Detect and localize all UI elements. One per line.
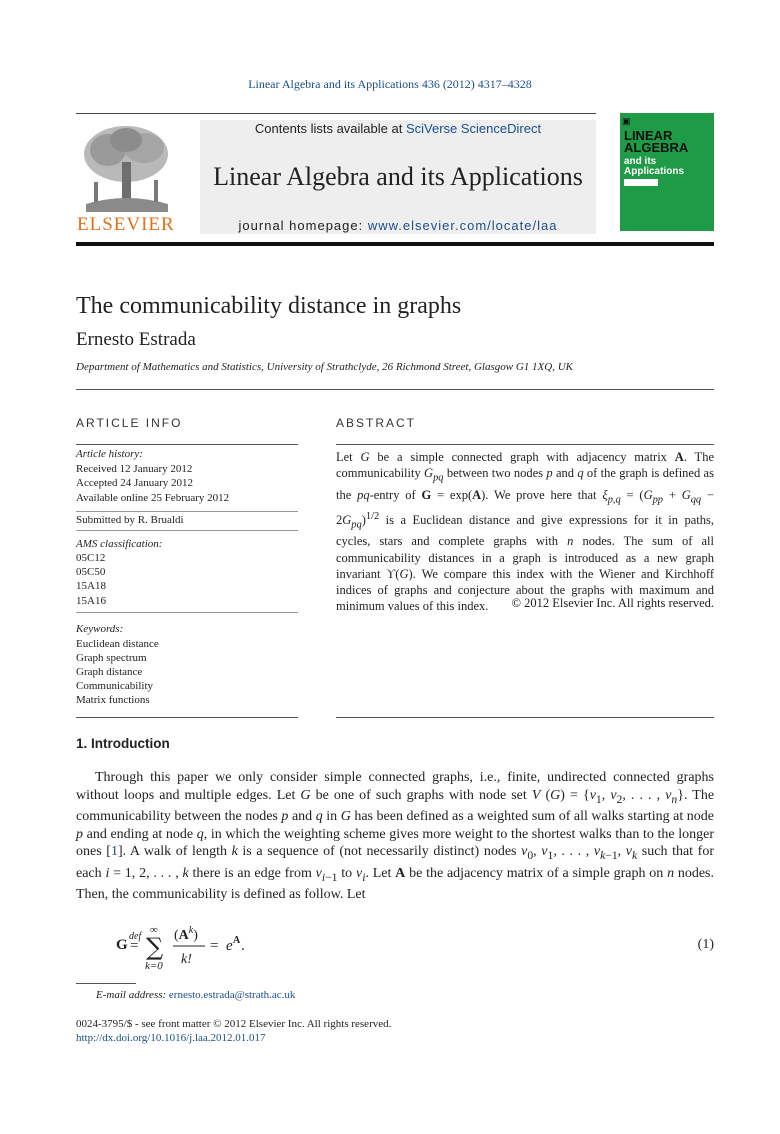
journal-homepage-line (200, 218, 596, 233)
received-date: Received 12 January 2012 (76, 463, 193, 475)
paper-title: The communicability distance in graphs (76, 293, 462, 319)
abstract-heading: ABSTRACT (336, 416, 417, 430)
article-info-rule (76, 444, 298, 445)
svg-text:k!: k! (181, 952, 192, 967)
abstract-copyright: © 2012 Elsevier Inc. All rights reserved. (511, 596, 714, 610)
cover-title: LINEAR ALGEBRA (624, 128, 689, 155)
svg-text:e: e (226, 938, 233, 954)
citation-link[interactable]: 1 (110, 844, 118, 860)
svg-text:=: = (130, 938, 139, 954)
keyword: Euclidean distance (76, 638, 159, 650)
submitted-by: Submitted by R. Brualdi (76, 514, 184, 526)
ams-code: 05C12 (76, 552, 106, 564)
cover-publisher-mark-icon: ▣ (622, 116, 631, 126)
ams-label: AMS classification: (76, 538, 163, 550)
email-footnote (96, 989, 295, 1001)
online-date: Available online 25 February 2012 (76, 492, 230, 504)
header-divider (76, 113, 596, 114)
journal-title: Linear Algebra and its Applications (213, 162, 583, 191)
keyword: Matrix functions (76, 694, 150, 706)
accepted-date: Accepted 24 January 2012 (76, 477, 193, 489)
svg-text:∑: ∑ (146, 933, 164, 961)
equation-1-graphic (116, 919, 296, 975)
abstract-rule (336, 444, 714, 445)
equation-number: (1) (697, 937, 714, 952)
homepage-link[interactable]: www.elsevier.com/locate/laa (367, 218, 558, 233)
svg-text:=: = (210, 938, 219, 954)
email-label: E-mail address: (96, 989, 169, 1001)
article-info-heading: ARTICLE INFO (76, 416, 183, 430)
ams-code: 05C50 (76, 566, 106, 578)
ams-divider (76, 612, 298, 613)
history-label: Article history: (76, 448, 143, 460)
contents-line (200, 121, 596, 136)
keywords-label: Keywords: (76, 623, 124, 635)
abstract-text: Let G be a simple connected graph with adjacency matrix A. The communicability $G_{pq}$ between two nodes p and q of the graph is defined as the pq-entry of G = exp(A). We prove here that $\xi_{p,q} = (G_{pp} + G_{qq} - 2G_{pq})^{1/2}$ is a Euclidean distance and give expressions for it in paths, cycles, stars and complete graphs with n nodes. The sum of all communicability distances in a graph is introduced as a new graph invariant ϒ(G). We compare this index with the Wiener and Kirchhoff indices of graphs and conjecture about the graphs with maximum and minimum values of this index. (336, 450, 714, 614)
svg-text:(Ak): $(A^k)$ (174, 925, 198, 943)
header-thick-rule (76, 242, 714, 246)
journal-reference[interactable]: Linear Algebra and its Applications 436 (2012) 4317–4328 (248, 77, 532, 91)
history-divider (76, 511, 298, 512)
issn-line: 0024-3795/$ - see front matter © 2012 Elsevier Inc. All rights reserved. (76, 1018, 392, 1030)
svg-text:.: . (241, 938, 245, 954)
elsevier-wordmark: ELSEVIER (77, 214, 175, 235)
keyword: Graph distance (76, 666, 143, 678)
email-link[interactable]: ernesto.estrada@strath.ac.uk (168, 989, 296, 1001)
author-affiliation: Department of Mathematics and Statistics, University of Strathclyde, 26 Richmond Street, Glasgow G1 1XQ, UK (76, 361, 573, 373)
cover-label-box (624, 179, 658, 186)
sciencedirect-link[interactable]: SciVerse ScienceDirect (405, 121, 542, 136)
doi-link[interactable]: http://dx.doi.org/10.1016/j.laa.2012.01.017 (76, 1032, 266, 1044)
abstract-bottom-rule (336, 717, 714, 718)
svg-text:k=0: k=0 (145, 960, 163, 972)
introduction-heading: 1. Introduction (76, 736, 170, 751)
homepage-prefix: journal homepage: (238, 218, 368, 233)
title-divider (76, 389, 714, 390)
svg-text:∞: ∞ (150, 924, 158, 936)
ams-code: 15A16 (76, 595, 106, 607)
contents-prefix: Contents lists available at (254, 121, 406, 136)
svg-text:G: G (116, 937, 128, 953)
equation-1 (116, 919, 714, 975)
cover-subtitle: and its Applications (624, 156, 685, 177)
introduction-paragraph: Through this paper we only consider simple connected graphs, i.e., finite, undirected connected graphs without loops and multiple edges. Let G be one of such graphs with node set V $(G) = \{v_1$, $v_2$, . . . , $v_n$}. The communicability between the nodes p and q in G has been defined as a weighted sum of all walks starting at node p and ending at node q, in which the weighting scheme gives more weight to the shortest walks than to the longer ones [1]. A walk of length k is a sequence of (not necessarily distinct) nodes $v_0$, $v_1$, . . . , $v_{k-1}$, $v_k$ such that for each i = 1, 2, . . . , k there is an edge from $v_{i-1}$ to $v_i$. Let A be the adjacency matrix of a simple graph on n nodes. Then, the communicability is defined as follow. Let (76, 770, 715, 902)
footnote-rule (76, 983, 136, 984)
svg-text:A: A (233, 935, 241, 946)
keyword: Graph spectrum (76, 652, 147, 664)
article-info-bottom-rule (76, 717, 298, 718)
submitted-divider (76, 530, 298, 531)
author-name: Ernesto Estrada (76, 329, 196, 350)
keyword: Communicability (76, 680, 153, 692)
svg-text:def: def (129, 931, 142, 942)
ams-code: 15A18 (76, 580, 106, 592)
